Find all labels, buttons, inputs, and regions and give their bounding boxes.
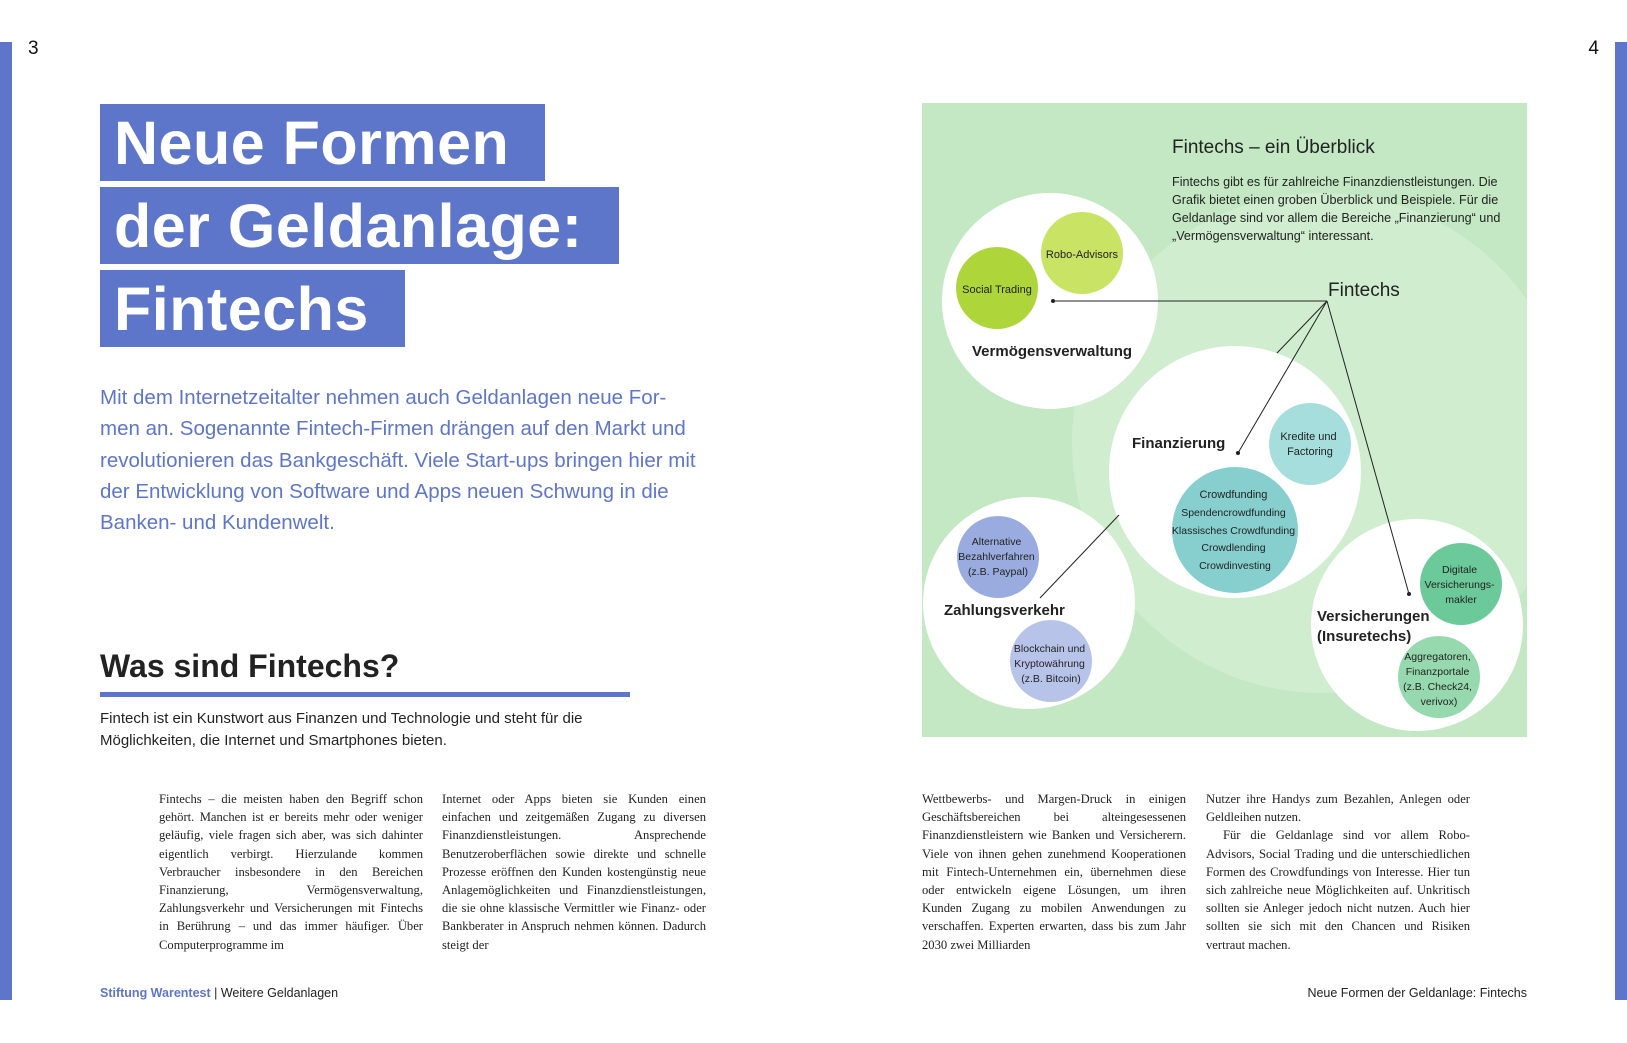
section-heading: Was sind Fintechs? xyxy=(100,648,400,684)
kredite-label-line-1: Kredite und xyxy=(1280,431,1337,443)
footer-left xyxy=(100,986,338,1000)
intro-paragraph: Mit dem Internetzeitalter nehmen auch Geldanlagen neue For-men an. Sogenannte Fintech-Firmen drängen auf den Markt und revolutionieren das Bankgeschäft. Viele Start-ups bringen hier mit der Entwicklung von Software und Apps neuen Schwung in die Banken- und Kundenwelt. xyxy=(100,386,696,535)
crowdfunding-line-4: Crowdlending xyxy=(1201,542,1266,554)
left-page-edge-bar xyxy=(0,42,12,1000)
alternative-line-1: Alternative xyxy=(971,536,1022,548)
infographic-description-line-3: Geldanlage sind vor allem die Bereiche „Finanzierung“ und xyxy=(1172,211,1501,225)
footer-separator: | xyxy=(210,986,221,1000)
connector-dot-versicherung xyxy=(1407,592,1411,596)
body-column-1-text: Fintechs – die meisten haben den Begriff schon gehört. Manchen ist er bereits mehr oder weniger geläufig, viele fragen sich aber, was sich dahinter eigentlich verbirgt. Hierzulande kommen Verbraucher insbesondere in den Bereichen Finanzierung, Vermögensverwaltung, Zahlungsverkehr und Versicherungen mit Fintechs in Berührung – und das immer häufiger. Über Computerprogramme im xyxy=(159,792,423,952)
infographic-title: Fintechs – ein Überblick xyxy=(1172,137,1375,158)
digitale-line-3: makler xyxy=(1445,594,1477,606)
crowdfunding-line-1: Crowdfunding xyxy=(1199,489,1268,501)
infographic-description-line-2: Grafik bietet einen groben Überblick und Beispiele. Für die xyxy=(1172,193,1499,207)
infographic-description-line-4: „Vermögensverwaltung“ interessant. xyxy=(1172,229,1374,243)
kredite-label-line-2: Factoring xyxy=(1287,446,1333,458)
alternative-line-2: Bezahlverfahren xyxy=(958,551,1035,563)
zahlung-label: Zahlungsverkehr xyxy=(944,602,1065,619)
page-number-right: 4 xyxy=(1588,38,1599,59)
title-line-2: der Geldanlage: xyxy=(100,187,619,264)
section-lead: Fintech ist ein Kunstwort aus Finanzen und Technologie und steht für die Möglichkeiten, die Internet und Smartphones bieten. xyxy=(100,710,583,749)
right-page-edge-bar xyxy=(1615,42,1627,1000)
body-column-4-para-2: Für die Geldanlage sind vor allem Robo-Advisors, Social Trading und die unterschiedlichen Formen des Crowdfundings von Interesse. Hier tun sich zahlreiche neue Möglichkeiten auf. Unkritisch sollten sie Anleger jedoch nicht nutzen. Auch hier sollten sie sich mit den Chancen und Risiken vertraut machen. xyxy=(1206,828,1470,952)
footer-section: Weitere Geldanlagen xyxy=(220,986,339,1000)
aggregatoren-line-3: (z.B. Check24, xyxy=(1403,681,1472,693)
crowdfunding-line-2: Spendencrowdfunding xyxy=(1181,507,1286,519)
connector-dot-vermoegen xyxy=(1051,299,1055,303)
page-number-left: 3 xyxy=(28,38,39,59)
connector-dot-finanzierung xyxy=(1236,451,1240,455)
hub-label: Fintechs xyxy=(1328,280,1400,301)
section-heading-rule xyxy=(100,692,630,697)
kredite-bubble xyxy=(1269,403,1351,485)
chapter-title xyxy=(100,104,619,353)
digitale-line-1: Digitale xyxy=(1442,564,1478,576)
vermoegen-label: Vermögensverwaltung xyxy=(972,343,1133,360)
body-column-4-para-1: Nutzer ihre Handys zum Bezahlen, Anlegen oder Geldleihen nutzen. xyxy=(1206,792,1470,825)
body-column-3-text: Wettbewerbs- und Margen-Druck in einigen Geschäftsbereichen bei alteingesessenen Finanzdienstleistern wie Banken und Versicherern. Viele von ihnen gehen zunehmend Kooperationen mit Fintech-Unternehmen ein, übernehmen diese oder entwickeln eigene Lösungen, um ihren Kunden Zugang zu mobilen Anwendungen zu verschaffen. Experten erwarten, dass bis zum Jahr 2030 zwei Milliarden xyxy=(922,792,1186,952)
body-column-1 xyxy=(159,790,423,954)
body-column-2 xyxy=(442,790,706,954)
body-column-4 xyxy=(1206,790,1470,954)
body-column-2-text: Internet oder Apps bieten sie Kunden einen einfachen und zeitgemäßen Zugang zu diversen Finanzdienstleistungen. Ansprechende Benutzeroberflächen sowie direkte und schnelle Prozesse eröffnen den Kunden kostengünstig neue Anlagemöglichkeiten und Finanzdienstleistungen, die sie ohne klassische Vermittler wie Finanz- oder Bankberater in Anspruch nehmen können. Dadurch steigt der xyxy=(442,792,706,952)
blockchain-line-2: Kryptowährung xyxy=(1014,658,1085,670)
body-column-3 xyxy=(922,790,1186,954)
finanzierung-label: Finanzierung xyxy=(1132,435,1226,452)
robo-advisors-label: Robo-Advisors xyxy=(1045,249,1119,261)
aggregatoren-line-4: verivox) xyxy=(1420,696,1458,708)
fintech-infographic xyxy=(922,103,1527,737)
social-trading-label: Social Trading xyxy=(962,284,1032,296)
versicherung-line-1: Versicherungen xyxy=(1317,608,1430,625)
blockchain-line-3: (z.B. Bitcoin) xyxy=(1021,673,1081,685)
crowdfunding-line-5: Crowdinvesting xyxy=(1199,560,1271,572)
digitale-line-2: Versicherungs- xyxy=(1424,579,1495,591)
blockchain-label xyxy=(1014,643,1088,685)
footer-brand: Stiftung Warentest xyxy=(100,986,211,1000)
title-line-1: Neue Formen xyxy=(100,104,545,181)
blockchain-line-1: Blockchain und xyxy=(1013,643,1086,655)
crowdfunding-line-3: Klassisches Crowdfunding xyxy=(1171,525,1296,537)
alternative-line-3: (z.B. Paypal) xyxy=(967,566,1029,578)
aggregatoren-line-1: Aggregatoren, xyxy=(1404,651,1471,663)
title-line-3: Fintechs xyxy=(100,270,405,347)
footer-right: Neue Formen der Geldanlage: Fintechs xyxy=(1307,986,1527,1000)
infographic-description-line-1: Fintechs gibt es für zahlreiche Finanzdienstleistungen. Die xyxy=(1172,175,1498,189)
aggregatoren-line-2: Finanzportale xyxy=(1405,666,1470,678)
versicherung-line-2: (Insuretechs) xyxy=(1317,628,1412,645)
